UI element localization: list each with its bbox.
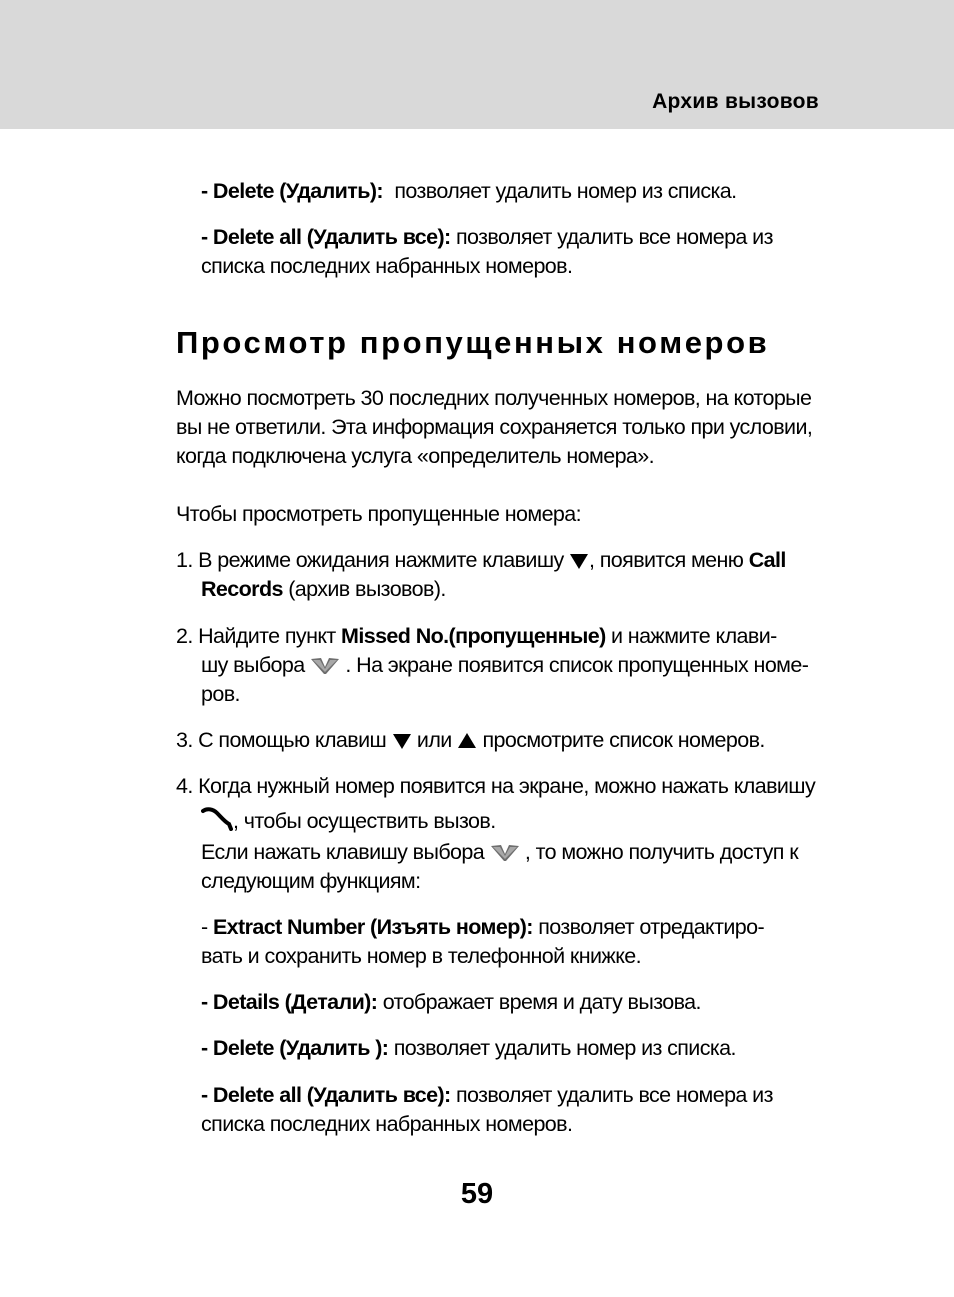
extract-number-text-2: вать и сохранить номер в телефонной книжке.: [201, 944, 641, 968]
running-header-title: Архив вызовов: [652, 90, 819, 113]
extract-number-item: [201, 913, 764, 942]
step-2-text-a: 2. Найдите пункт: [176, 624, 336, 648]
select-key-icon: [310, 654, 340, 683]
top-delete-all-item: [201, 223, 773, 252]
sub-delete-text: позволяет удалить номер из списка.: [393, 1036, 736, 1060]
extract-number-text-1: позволяет отредактиро-: [538, 915, 765, 939]
step-1-bold-1: Call: [748, 548, 786, 572]
top-delete-all-label: - Delete all (Удалить все):: [201, 225, 451, 249]
step-1-line-2: [201, 575, 446, 604]
top-delete-all-text-1: позволяет удалить все номера из: [456, 225, 773, 249]
step-2-bold: Missed No.(пропущенные): [341, 624, 606, 648]
details-item: [201, 988, 701, 1017]
steps-lead: Чтобы просмотреть пропущенные номера:: [176, 502, 582, 526]
step-4-text-d: , то можно получить доступ к: [524, 840, 799, 864]
call-send-icon: [201, 805, 233, 839]
step-4-line-2: [201, 805, 496, 839]
step-1-text-b: , появится меню: [589, 548, 744, 572]
details-text: отображает время и дату вызова.: [382, 990, 701, 1014]
sub-delete-label: - Delete (Удалить ):: [201, 1036, 389, 1060]
sub-delete-all-label: - Delete all (Удалить все):: [201, 1083, 451, 1107]
intro-line-2: вы не ответили. Эта информация сохраняется только при условии,: [176, 415, 813, 439]
intro-line-1: Можно посмотреть 30 последних полученных номеров, на которые: [176, 386, 812, 410]
step-1-bold-2: Records: [201, 577, 283, 601]
step-2-line-2: [201, 651, 808, 683]
top-delete-label: - Delete (Удалить):: [201, 179, 383, 203]
top-delete-all-text-2: списка последних набранных номеров.: [201, 254, 573, 278]
intro-line-3: когда подключена услуга «определитель номера».: [176, 444, 655, 468]
step-3-text-a: 3. С помощью клавиш: [176, 728, 387, 752]
sub-delete-all-text-2: списка последних набранных номеров.: [201, 1112, 573, 1136]
step-1-text-a: 1. В режиме ожидания нажмите клавишу: [176, 548, 564, 572]
sub-delete-all-text-1: позволяет удалить все номера из: [456, 1083, 773, 1107]
extract-dash: -: [201, 915, 213, 939]
sub-delete-all-item: [201, 1081, 773, 1110]
step-1-text-c: (архив вызовов).: [288, 577, 446, 601]
top-delete-item: [201, 177, 737, 206]
step-4-text-e: следующим функциям:: [201, 869, 421, 893]
top-delete-text: позволяет удалить номер из списка.: [394, 179, 737, 203]
step-2-text-e: ров.: [201, 682, 240, 706]
down-arrow-icon: [392, 729, 412, 758]
step-3-text-b: или: [416, 728, 452, 752]
page-number: 59: [460, 1178, 494, 1210]
select-key-icon: [490, 841, 520, 870]
step-3-text-c: просмотрите список номеров.: [482, 728, 765, 752]
step-4-text-a: 4. Когда нужный номер появится на экране, можно нажать клавишу: [176, 774, 816, 798]
step-4-text-b: , чтобы осуществить вызов.: [233, 809, 496, 833]
step-2-text-d: . На экране появится список пропущенных номе-: [345, 653, 809, 677]
section-heading: Просмотр пропущенных номеров: [176, 325, 770, 360]
step-4-line-3: [201, 838, 798, 870]
step-2-line-1: [176, 622, 777, 651]
step-3-line: [176, 726, 765, 758]
step-4-text-c: Если нажать клавишу выбора: [201, 840, 485, 864]
up-arrow-icon: [457, 729, 477, 758]
details-label: - Details (Детали):: [201, 990, 378, 1014]
step-2-text-b: и нажмите клави-: [611, 624, 777, 648]
down-arrow-icon: [569, 549, 589, 578]
sub-delete-item: [201, 1034, 736, 1063]
step-2-text-c: шу выбора: [201, 653, 305, 677]
step-1-line-1: [176, 546, 786, 578]
extract-number-label: Extract Number (Изъять номер):: [212, 915, 533, 939]
